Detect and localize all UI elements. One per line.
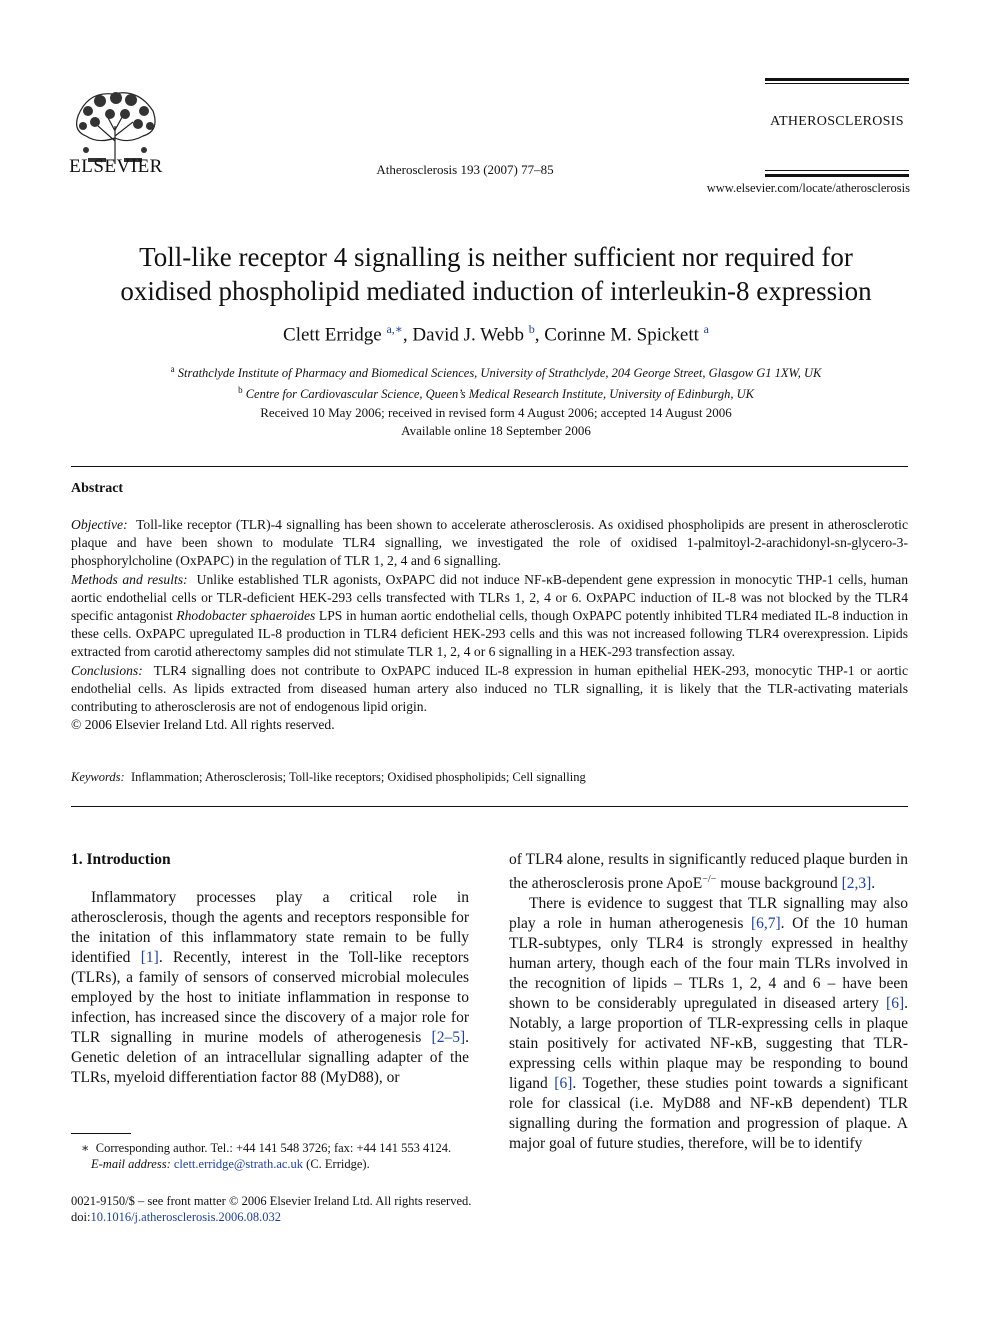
citation-link[interactable]: [2,3] — [841, 875, 872, 893]
citation-link[interactable]: [1] — [140, 949, 159, 966]
paragraph: There is evidence to suggest that TLR signalling may also play a role in human atherogenesis [6,7]. Of the 10 human TLR-subtypes, only TLR4 is strongly expressed in healthy human artery, though each of the four main TLRs involved in the recognition of lipids – TLRs 1, 2, 4 and 6 – have been shown to be considerably upregulated in diseased artery [6]. Notably, a large proportion of TLR-expressing cells in plaque stain positively for activated NF-κB, suggesting that TLR-expressing cells within plaque may be responding to bound ligand [6]. Together, these studies point towards a significant role for classical (i.e. MyD88 and NF-κB dependent) TLR signalling during the formation and progression of plaque. A major goal of future studies, therefore, will be to identify — [509, 895, 908, 1153]
article-title — [60, 240, 932, 308]
author-affiliation-mark[interactable]: a,∗ — [386, 322, 403, 336]
affiliation: $^a$ Strathclyde Institute of Pharmacy and Biomedical Sciences, University of Strathclyde, 204 George Street, Glasgow G1 1XW, UK — [170, 364, 822, 381]
section-divider — [71, 806, 908, 807]
author-name: David J. Webb — [412, 324, 525, 346]
header-rule — [765, 83, 909, 84]
abstract-heading: Abstract — [71, 481, 124, 496]
affiliations — [60, 361, 932, 403]
header-rule — [765, 170, 909, 171]
corresponding-author-footnote: ∗ Corresponding author. Tel.: +44 141 548 3726; fax: +44 141 553 4124. E-mail address: clett.erridge@strath.ac.uk (C. Erridge). — [81, 1141, 452, 1171]
doi-link[interactable]: 10.1016/j.atherosclerosis.2006.08.032 — [90, 1210, 282, 1224]
section-heading: 1. Introduction — [71, 851, 171, 868]
section-divider — [71, 466, 908, 467]
footnote-rule — [71, 1133, 131, 1134]
affiliation: $^b$ Centre for Cardiovascular Science, Queen’s Medical Research Institute, University of Edinburgh, UK — [238, 385, 754, 402]
title-line: oxidised phospholipid mediated induction of interleukin-8 expression — [120, 276, 872, 306]
author-affiliation-mark[interactable]: b — [528, 322, 535, 336]
citation-link[interactable]: [6] — [886, 995, 905, 1013]
body-column-left — [71, 850, 469, 1088]
paragraph: Inflammatory processes play a critical role in atherosclerosis, though the agents and receptors responsible for the initation of this inflammatory state remain to be fully identified [1]. Recently, interest in the Toll-like receptors (TLRs), a family of sensors of conserved microbial molecules employed by the host to initiate inflammation in response to infection, has increased since the discovery of a major role for TLR signalling in murine models of atherogenesis [2–5]. Genetic deletion of an intracellular signalling adapter of the TLRs, myeloid differentiation factor 88 (MyD88), or — [71, 889, 469, 1086]
author-name: Clett Erridge — [283, 324, 382, 346]
abstract-body: Objective: Toll-like receptor (TLR)-4 signalling has been shown to accelerate atherosclerosis. As oxidised phospholipids are present in atherosclerotic plaque and have been shown to modulate TLR4 signalling, we investigated the role of oxidised 1-palmitoyl-2-arachidonyl-sn-glycero-3-phosphorylcholine (OxPAPC) in the regulation of TLR 1, 2, 4 and 6 signalling. Methods and results: Unlike established TLR agonists, OxPAPC did not induce NF-κB-dependent gene expression in monocytic THP-1 cells, human aortic endothelial cells or TLR-deficient HEK-293 cells transfected with TLRs 1, 2, 4 or 6. OxPAPC induction of IL-8 was not blocked by the TLR4 specific antagonist Rhodobacter sphaeroides LPS in human aortic endothelial cells, though OxPAPC potently inhibited TLR4 mediated IL-8 induction in these cells. OxPAPC upregulated IL-8 production in TLR4 deficient HEK-293 cells and this was not increased following TLR4 overexpression. Lipids extracted from carotid atherectomy samples did not stimulate TLR 1, 2, 4 or 6 signalling in a HEK-293 transfection assay. Conclusions: TLR4 signalling does not contribute to OxPAPC induced IL-8 expression in human epithelial HEK-293, monocytic THP-1 or aortic endothelial cells. As lipids extracted from diseased human artery also induced no TLR signalling, it is likely that the TLR-activating materials contributing to atherosclerosis are not of endogenous lipid origin. © 2006 Elsevier Ireland Ltd. All rights reserved. — [71, 516, 908, 734]
journal-url[interactable]: www.elsevier.com/locate/atherosclerosis — [706, 181, 910, 195]
keywords: Keywords: Inflammation; Atherosclerosis; Toll-like receptors; Oxidised phospholipids; Cell signalling — [71, 770, 586, 784]
header-rule — [765, 78, 909, 81]
email-link[interactable]: clett.erridge@strath.ac.uk — [173, 1157, 304, 1171]
body-column-right — [509, 850, 908, 1154]
publisher-name: ELSEVIER — [69, 156, 163, 177]
citation-link[interactable]: [2–5] — [431, 1029, 466, 1046]
author-name: Corinne M. Spickett — [544, 324, 699, 346]
header-rule — [765, 174, 909, 177]
paragraph: of TLR4 alone, results in significantly reduced plaque burden in the atherosclerosis prone ApoE−/− mouse background [2,3]. — [509, 851, 908, 893]
journal-citation: Atherosclerosis 193 (2007) 77–85 — [376, 162, 554, 177]
copyright: © 2006 Elsevier Ireland Ltd. All rights reserved. — [71, 717, 335, 733]
issn-doi: 0021-9150/$ – see front matter © 2006 Elsevier Ireland Ltd. All rights reserved. doi:10.1016/j.atherosclerosis.2006.08.032 — [71, 1194, 472, 1224]
author-list: Clett Erridge $^{a,∗}$, David J. Webb $^b$, Corinne M. Spickett $^a$ — [283, 322, 709, 346]
citation-link[interactable]: [6,7] — [750, 915, 781, 933]
article-dates: Received 10 May 2006; received in revised form 4 August 2006; accepted 14 August 2006 Available online 18 September 2006 — [260, 405, 732, 438]
author-affiliation-mark[interactable]: a — [703, 322, 709, 336]
citation-link[interactable]: [6] — [554, 1075, 573, 1093]
title-line: Toll-like receptor 4 signalling is neither sufficient nor required for — [139, 242, 853, 272]
journal-name: ATHEROSCLEROSIS — [770, 114, 904, 129]
